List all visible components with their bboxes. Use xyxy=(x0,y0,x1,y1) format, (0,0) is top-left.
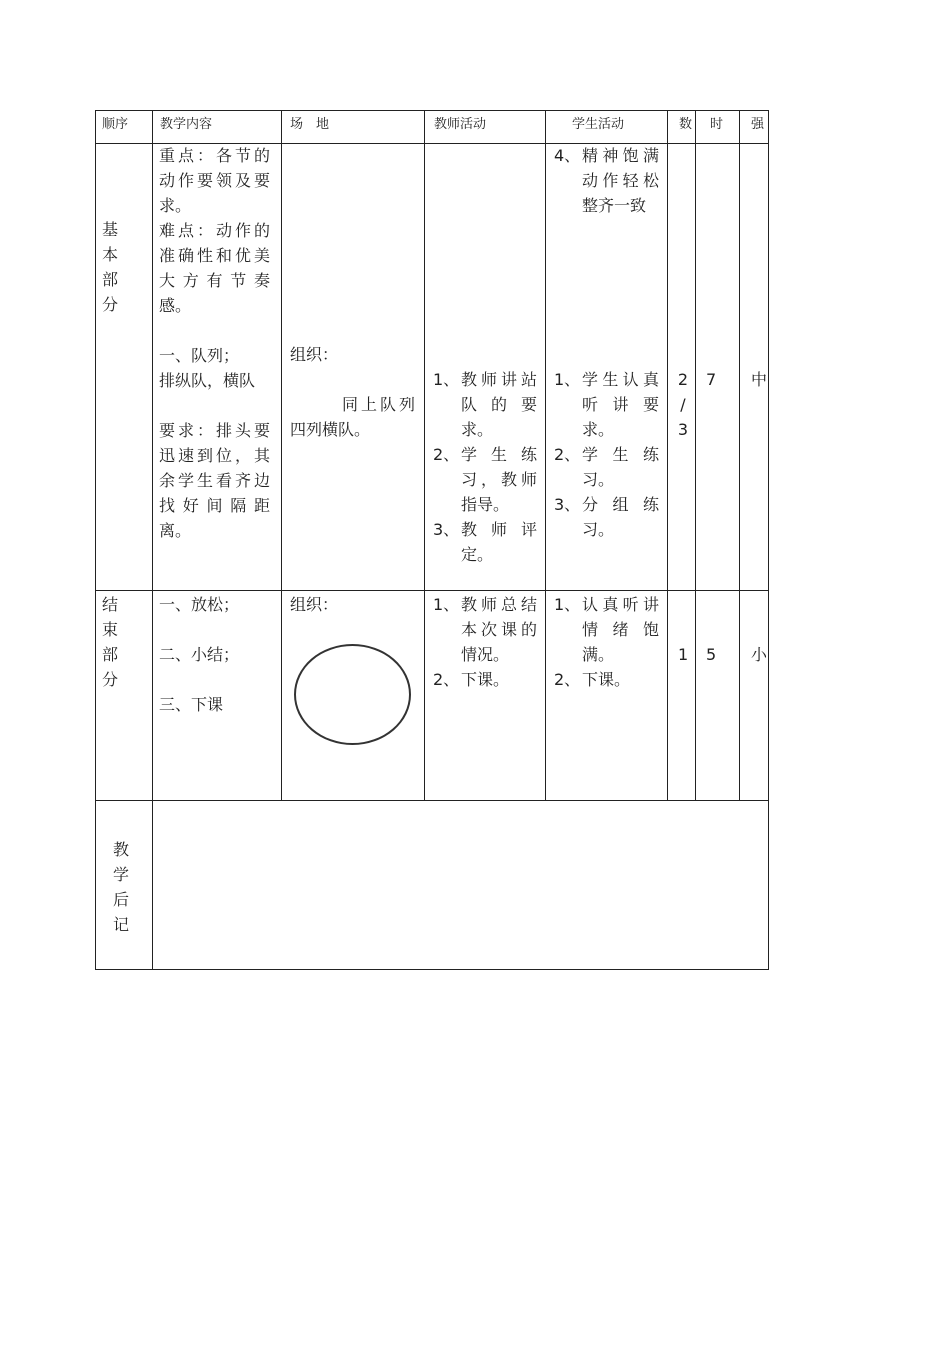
table-border-right xyxy=(768,110,769,970)
basic-org-label: 组织： xyxy=(290,345,339,364)
list-item: 3、 教师评定。 xyxy=(433,520,537,564)
col-divider-order xyxy=(152,110,153,970)
basic-item-queue: 一、队列； xyxy=(159,346,240,365)
basic-item-queue-detail: 排纵队，横队 xyxy=(159,371,256,390)
basic-intensity: 中 xyxy=(751,370,768,389)
header-order: 顺序 xyxy=(102,117,129,132)
list-item: 2、 下课。 xyxy=(433,670,510,689)
ending-item-summary: 二、小结； xyxy=(159,645,240,664)
basic-difficulty: 难点：动作的准确性和优美大方有节奏感。 xyxy=(159,221,270,315)
circle-formation-diagram xyxy=(294,644,411,745)
list-item: 1、 教师讲站队的要求。 xyxy=(433,370,537,439)
ending-section-char: 结 xyxy=(102,595,119,614)
basic-count-part: 3 xyxy=(677,420,689,439)
basic-time: 7 xyxy=(706,370,717,389)
header-venue: 场 地 xyxy=(290,117,330,132)
header-content: 教学内容 xyxy=(160,117,213,132)
notes-label xyxy=(113,837,129,937)
ending-item-dismiss: 三、下课 xyxy=(159,695,224,714)
lesson-plan-table xyxy=(95,110,769,970)
list-item: 3、 分组练习。 xyxy=(554,495,659,539)
col-divider-venue xyxy=(424,110,425,801)
basic-venue xyxy=(290,342,418,442)
basic-content xyxy=(159,143,270,543)
list-item: 1、 学生认真听讲要求。 xyxy=(554,370,659,439)
basic-key-point: 重点：各节的动作要领及要求。 xyxy=(159,146,270,215)
basic-count-part: / xyxy=(680,395,686,414)
header-time: 时 xyxy=(710,117,724,132)
ending-teacher-activities xyxy=(433,592,537,692)
list-item: 2、 下课。 xyxy=(554,670,631,689)
basic-section-char: 基 xyxy=(102,220,119,239)
ending-org-label: 组织： xyxy=(290,595,339,614)
ending-item-relax: 一、放松； xyxy=(159,595,240,614)
basic-formation-line2: 四列横队。 xyxy=(290,420,371,439)
basic-teacher-activities xyxy=(433,367,537,567)
basic-section-label xyxy=(102,217,118,317)
basic-requirement: 要求：排头要迅速到位，其余学生看齐边找好间隔距离。 xyxy=(159,421,270,540)
notes-label-char: 后 xyxy=(113,890,130,909)
ending-section-label xyxy=(102,592,118,692)
basic-section-char: 本 xyxy=(102,245,119,264)
basic-section-char: 部 xyxy=(102,270,119,289)
list-item: 4、 精神饱满动作轻松整齐一致 xyxy=(554,146,659,215)
list-item: 1、 认真听讲情绪饱满。 xyxy=(554,595,659,664)
col-divider-time xyxy=(739,110,740,801)
col-divider-count xyxy=(695,110,696,801)
basic-count xyxy=(675,367,691,442)
header-student: 学生活动 xyxy=(572,117,625,132)
header-intensity: 强 xyxy=(751,117,765,132)
basic-formation-line1: 同上队列 xyxy=(341,395,418,414)
ending-section-char: 分 xyxy=(102,670,119,689)
list-item: 2、 学生练习。 xyxy=(554,445,659,489)
list-item: 1、 教师总结本次课的情况。 xyxy=(433,595,537,664)
ending-section-char: 部 xyxy=(102,645,119,664)
ending-content xyxy=(159,592,270,717)
ending-student-activities xyxy=(554,592,659,692)
notes-label-char: 教 xyxy=(113,840,130,859)
basic-student-activities xyxy=(554,367,659,542)
ending-time: 5 xyxy=(706,645,717,664)
ending-intensity: 小 xyxy=(751,645,768,664)
basic-student-top xyxy=(554,143,659,218)
ending-section-char: 束 xyxy=(102,620,119,639)
col-divider-teacher xyxy=(545,110,546,801)
col-divider-student xyxy=(667,110,668,801)
list-item: 2、 学生练习，教师指导。 xyxy=(433,445,537,514)
notes-label-char: 记 xyxy=(113,915,130,934)
ending-count: 1 xyxy=(678,645,689,664)
col-divider-content xyxy=(281,110,282,801)
header-count: 数 xyxy=(679,117,693,132)
basic-section-char: 分 xyxy=(102,295,119,314)
table-border-bottom xyxy=(95,969,769,970)
notes-label-char: 学 xyxy=(113,865,130,884)
basic-count-part: 2 xyxy=(677,370,689,389)
header-teacher: 教师活动 xyxy=(434,117,487,132)
table-border-left xyxy=(95,110,96,970)
